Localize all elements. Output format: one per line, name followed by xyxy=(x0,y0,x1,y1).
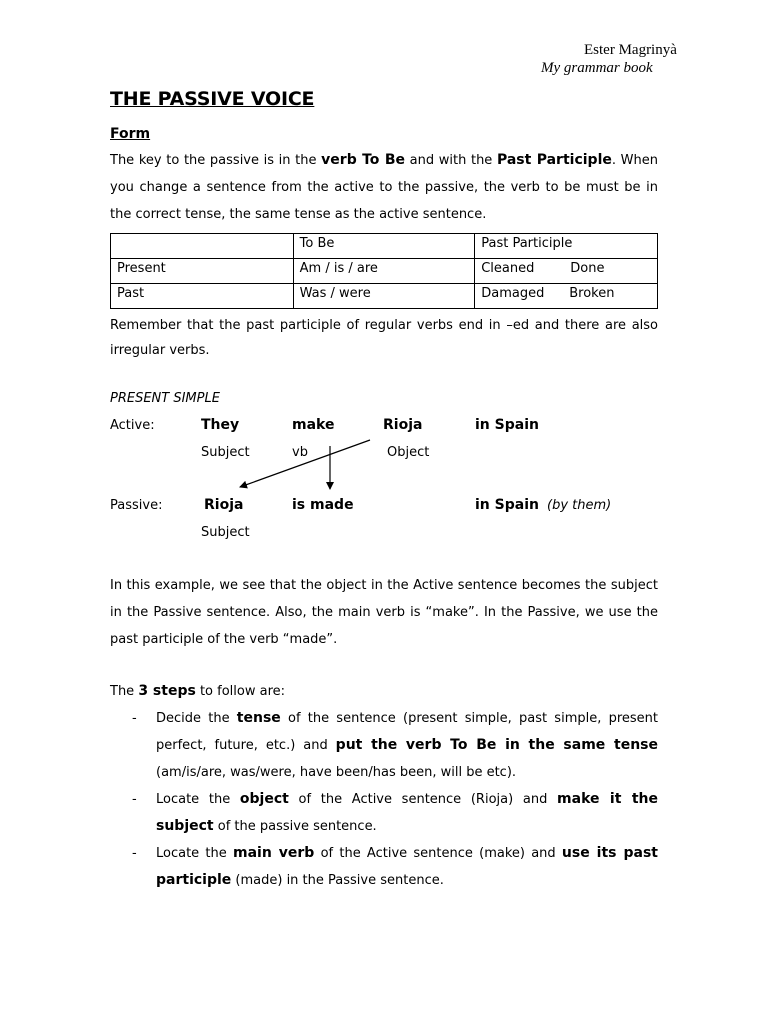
explanation-paragraph: In this example, we see that the object in the Active sentence becomes the subject in the Passive sentence. Also, the main verb is “make”. In the Passive, we use the past participle of the verb “made”. xyxy=(110,578,658,647)
example-tense-label: PRESENT SIMPLE xyxy=(110,391,220,406)
passive-word-place: in Spain xyxy=(475,497,539,513)
active-word-place: in Spain xyxy=(475,417,539,433)
step-bold: make it the subject xyxy=(156,791,659,834)
step-bold: object xyxy=(239,791,289,807)
step-bold: use its past participle xyxy=(156,845,658,888)
passive-word-subject: Rioja xyxy=(204,497,244,513)
step-text: Decide the xyxy=(156,711,237,726)
role-subject: Subject xyxy=(201,445,250,460)
table-cell-to-be: Was / were xyxy=(293,284,475,309)
steps-count: 3 steps xyxy=(138,683,196,699)
intro-text-1: The key to the passive is in the xyxy=(110,153,322,168)
intro-text-2: and with the xyxy=(404,153,497,168)
author-name: Ester Magrinyà xyxy=(584,42,677,58)
step-text: Locate the xyxy=(156,846,233,861)
form-heading: Form xyxy=(110,126,151,142)
list-dash: - xyxy=(132,846,137,861)
table-header-cell: To Be xyxy=(293,234,475,259)
page-title: THE PASSIVE VOICE xyxy=(110,88,315,110)
list-item xyxy=(110,705,658,786)
list-dash: - xyxy=(132,711,137,726)
list-item xyxy=(110,786,658,840)
list-item xyxy=(110,840,658,894)
passive-word-verb: is made xyxy=(292,497,354,513)
step-bold: put the verb To Be in the same tense xyxy=(335,737,658,753)
table-cell-tense: Present xyxy=(111,259,294,284)
intro-bold-verb-to-be: verb To Be xyxy=(321,152,405,168)
step-text: (am/is/are, was/were, have been/has been, will be etc). xyxy=(156,765,517,780)
remember-note: Remember that the past participle of regular verbs end in –ed and there are also irregular verbs. xyxy=(110,318,658,358)
role-object: Object xyxy=(387,445,430,460)
list-dash: - xyxy=(132,792,137,807)
step-text: of the sentence (present simple, past simple, present perfect, future, etc.) and xyxy=(156,711,658,753)
step-text: (made) in the Passive sentence. xyxy=(231,873,444,888)
steps-intro-text-2: to follow are: xyxy=(195,684,286,699)
participle-1: Cleaned xyxy=(481,261,535,276)
table-cell-to-be: Am / is / are xyxy=(293,259,475,284)
role-verb: vb xyxy=(292,445,308,460)
steps-intro xyxy=(110,678,658,705)
passive-label: Passive: xyxy=(110,498,163,513)
object-to-subject-arrow xyxy=(240,440,370,487)
step-text: of the Active sentence (make) and xyxy=(314,846,562,861)
table-header-cell: Past Participle xyxy=(475,234,658,259)
passive-agent: (by them) xyxy=(547,498,612,513)
participle-2: Done xyxy=(570,261,605,276)
participle-1: Damaged xyxy=(481,286,545,301)
passive-role-subject: Subject xyxy=(201,525,250,540)
participle-2: Broken xyxy=(569,286,615,301)
intro-bold-past-participle: Past Participle xyxy=(496,152,612,168)
table-cell-tense: Past xyxy=(111,284,294,309)
steps-list xyxy=(110,705,658,894)
step-text: of the passive sentence. xyxy=(213,819,377,834)
active-word-object: Rioja xyxy=(383,417,423,433)
book-title: My grammar book xyxy=(541,60,653,76)
active-word-subject: They xyxy=(201,417,240,433)
steps-intro-text-1: The xyxy=(110,684,139,699)
active-label: Active: xyxy=(110,418,155,433)
step-text: Locate the xyxy=(156,792,240,807)
intro-text-3: . When you change a sentence from the active to the passive, the verb to be must be in the correct tense, the same tense as the active sentence. xyxy=(110,153,658,222)
step-bold: tense xyxy=(236,710,281,726)
active-word-verb: make xyxy=(292,417,335,433)
step-bold: main verb xyxy=(233,845,315,861)
step-text: of the Active sentence (Rioja) and xyxy=(288,792,558,807)
